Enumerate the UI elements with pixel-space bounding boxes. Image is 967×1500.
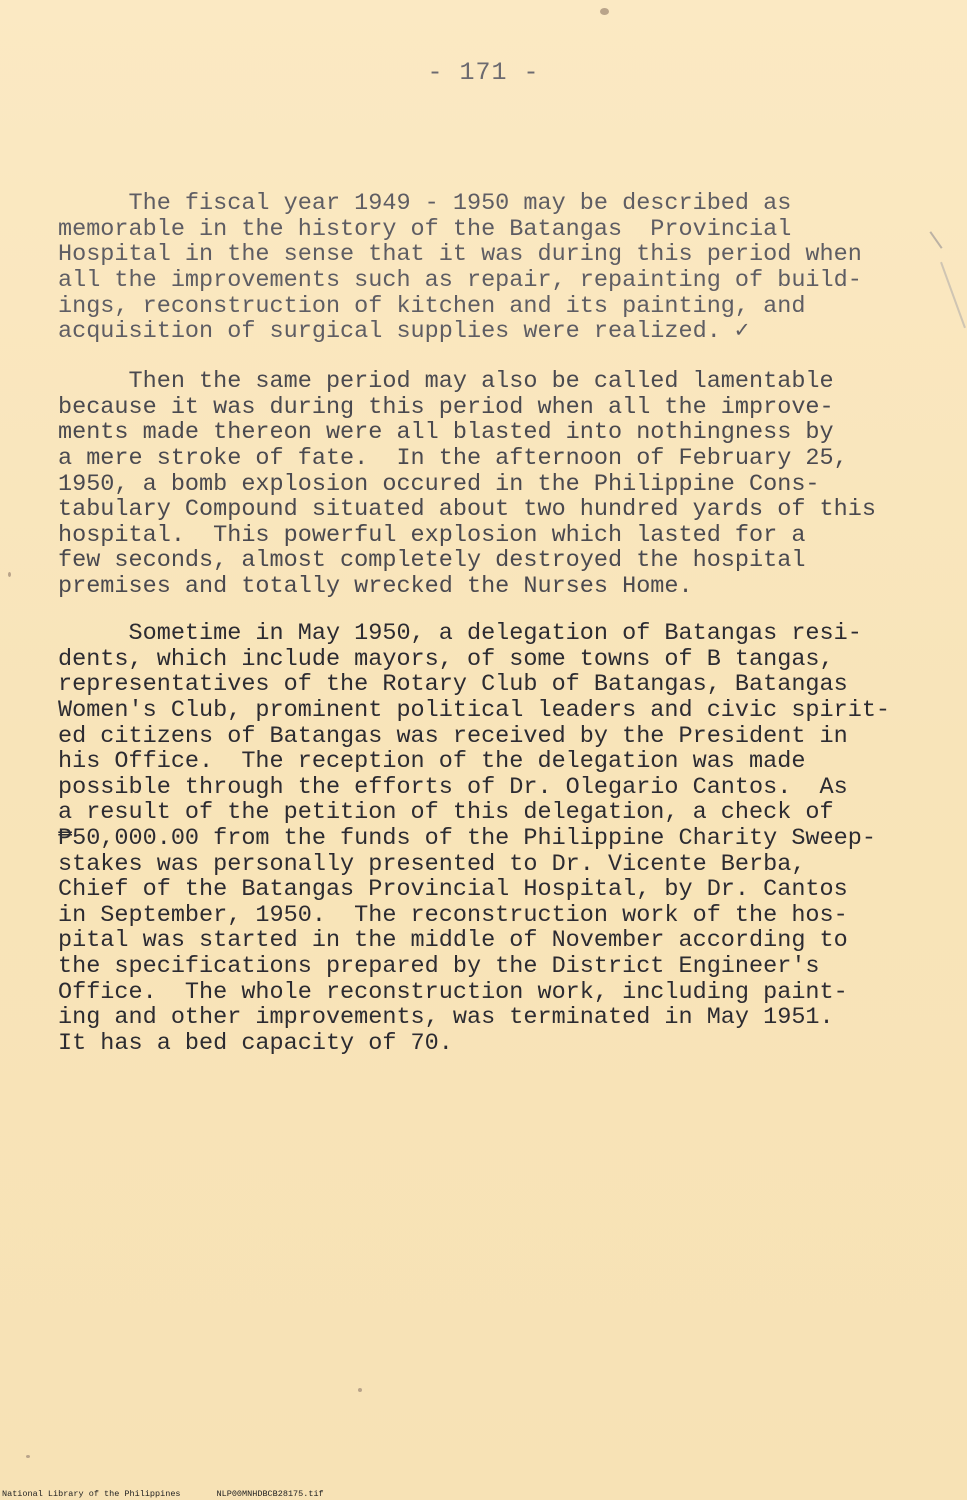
text-line: the specifications prepared by the District Engineer's — [58, 952, 820, 980]
text-line: in September, 1950. The reconstruction work of the hos- — [58, 901, 848, 929]
text-line: hospital. This powerful explosion which lasted for a — [58, 521, 806, 549]
text-line: representatives of the Rotary Club of Batangas, Batangas — [58, 671, 848, 699]
text-line: ₱50,000.00 from the funds of the Philippine Charity Sweep- — [58, 824, 876, 852]
footer-filename: NLP00MNHDBCB28175.tif — [216, 1489, 324, 1499]
text-line: The fiscal year 1949 - 1950 may be described as — [58, 190, 792, 218]
page-number: - 171 - — [427, 58, 540, 87]
margin-mark — [929, 231, 942, 249]
text-line: premises and totally wrecked the Nurses Home. — [58, 572, 693, 600]
footer-institution: National Library of the Philippines — [2, 1489, 181, 1499]
text-line: pital was started in the middle of November according to — [58, 927, 848, 955]
text-line: because it was during this period when all the improve- — [58, 393, 834, 421]
text-line: It has a bed capacity of 70. — [58, 1029, 453, 1057]
text-line: acquisition of surgical supplies were realized. ✓ — [58, 318, 750, 346]
text-line: memorable in the history of the Batangas Provincial — [58, 215, 792, 243]
text-line: Women's Club, prominent political leaders and civic spirit- — [58, 696, 891, 724]
text-line: few seconds, almost completely destroyed the hospital — [58, 547, 806, 575]
text-line: Then the same period may also be called lamentable — [58, 368, 834, 396]
scan-footer — [2, 1489, 360, 1499]
text-line: stakes was personally presented to Dr. Vicente Berba, — [58, 850, 806, 878]
text-line: a result of the petition of this delegation, a check of — [58, 799, 834, 827]
text-line: ed citizens of Batangas was received by the President in — [58, 722, 848, 750]
text-line: dents, which include mayors, of some towns of B tangas, — [58, 645, 834, 673]
margin-mark — [940, 262, 966, 328]
text-line: ing and other improvements, was terminated in May 1951. — [58, 1004, 834, 1032]
paper-speck — [26, 1455, 30, 1458]
paper-speck — [358, 1388, 362, 1392]
text-line: possible through the efforts of Dr. Olegario Cantos. As — [58, 773, 848, 801]
paragraph-delegation — [58, 570, 890, 1107]
paper-speck — [600, 8, 609, 15]
text-line: 1950, a bomb explosion occured in the Philippine Cons- — [58, 470, 820, 498]
text-line: a mere stroke of fate. In the afternoon of February 25, — [58, 444, 848, 472]
text-line: ings, reconstruction of kitchen and its painting, and — [58, 292, 806, 320]
text-line: tabulary Compound situated about two hundred yards of this — [58, 496, 876, 524]
text-line: Chief of the Batangas Provincial Hospital, by Dr. Cantos — [58, 876, 848, 904]
paper-speck — [8, 572, 11, 577]
text-line: all the improvements such as repair, repainting of build- — [58, 266, 862, 294]
text-line: Office. The whole reconstruction work, including paint- — [58, 978, 848, 1006]
text-line: Hospital in the sense that it was during this period when — [58, 241, 862, 269]
text-line: his Office. The reception of the delegation was made — [58, 748, 806, 776]
text-line: Sometime in May 1950, a delegation of Batangas resi- — [58, 620, 862, 648]
text-line: ments made thereon were all blasted into nothingness by — [58, 419, 834, 447]
